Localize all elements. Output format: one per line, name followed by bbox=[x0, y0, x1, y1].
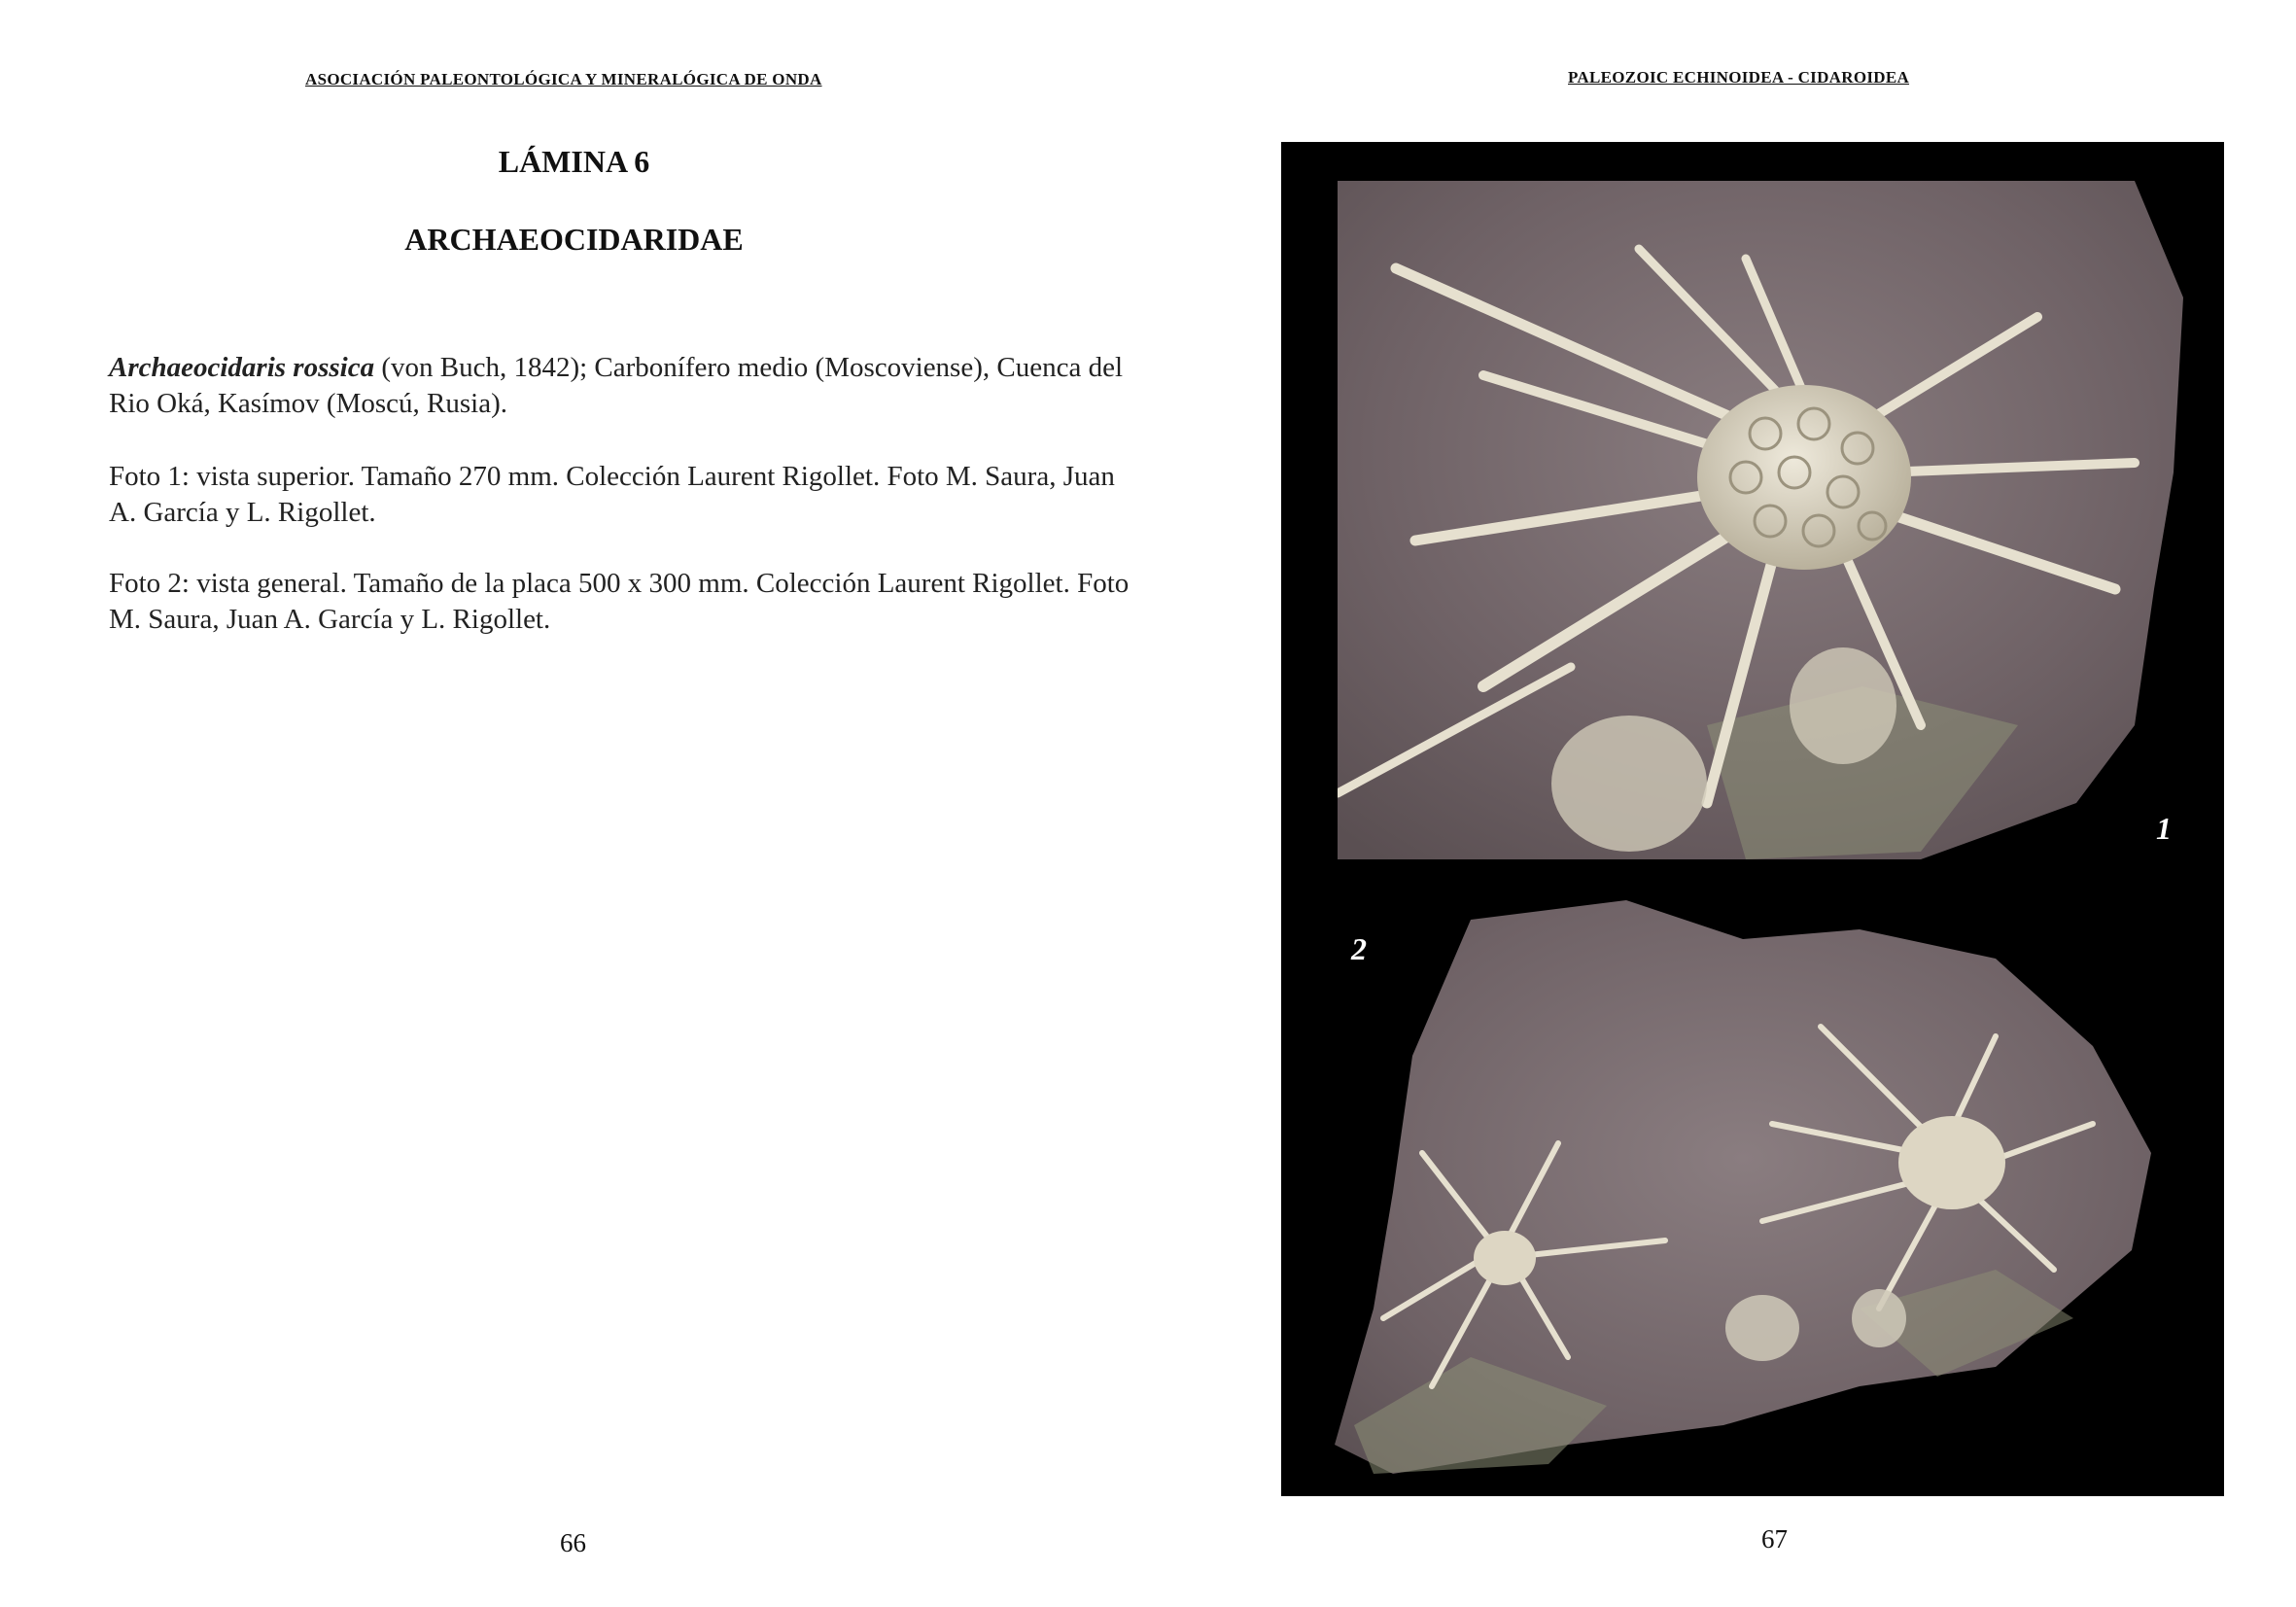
photo1-caption: Foto 1: vista superior. Tamaño 270 mm. Colección Laurent Rigollet. Foto M. Saura, Juan A. García y L. Rigollet. bbox=[109, 461, 1115, 528]
species-paragraph bbox=[109, 350, 1141, 422]
photo2-caption: Foto 2: vista general. Tamaño de la placa 500 x 300 mm. Colección Laurent Rigollet. Foto M. Saura, Juan A. García y L. Rigollet. bbox=[109, 568, 1130, 635]
right-page bbox=[1148, 0, 2296, 1607]
fossil-photo-1 bbox=[1338, 181, 2193, 859]
page-number-left: 66 bbox=[560, 1528, 586, 1557]
plate-title bbox=[0, 144, 1148, 180]
running-head-left: ASOCIACIÓN PALEONTOLÓGICA Y MINERALÓGICA DE ONDA bbox=[305, 70, 822, 88]
figure-label-2: 2 bbox=[1351, 931, 1367, 966]
plate-title-text: LÁMINA 6 bbox=[498, 144, 650, 179]
running-head-right: PALEOZOIC ECHINOIDEA - CIDAROIDEA bbox=[1568, 68, 1910, 87]
figure-label-1: 1 bbox=[2156, 811, 2172, 846]
fossil-photo-2 bbox=[1315, 900, 2190, 1474]
species-name: Archaeocidaris rossica bbox=[109, 352, 375, 383]
family-title: ARCHAEOCIDARIDAE bbox=[404, 222, 744, 257]
plate-photo-frame bbox=[1281, 142, 2224, 1496]
page-number-right: 67 bbox=[1761, 1524, 1788, 1554]
species-description: (von Buch, 1842); Carbonífero medio (Moscoviense), Cuenca del Rio Oká, Kasímov (Moscú, Rusia). bbox=[109, 352, 1124, 419]
